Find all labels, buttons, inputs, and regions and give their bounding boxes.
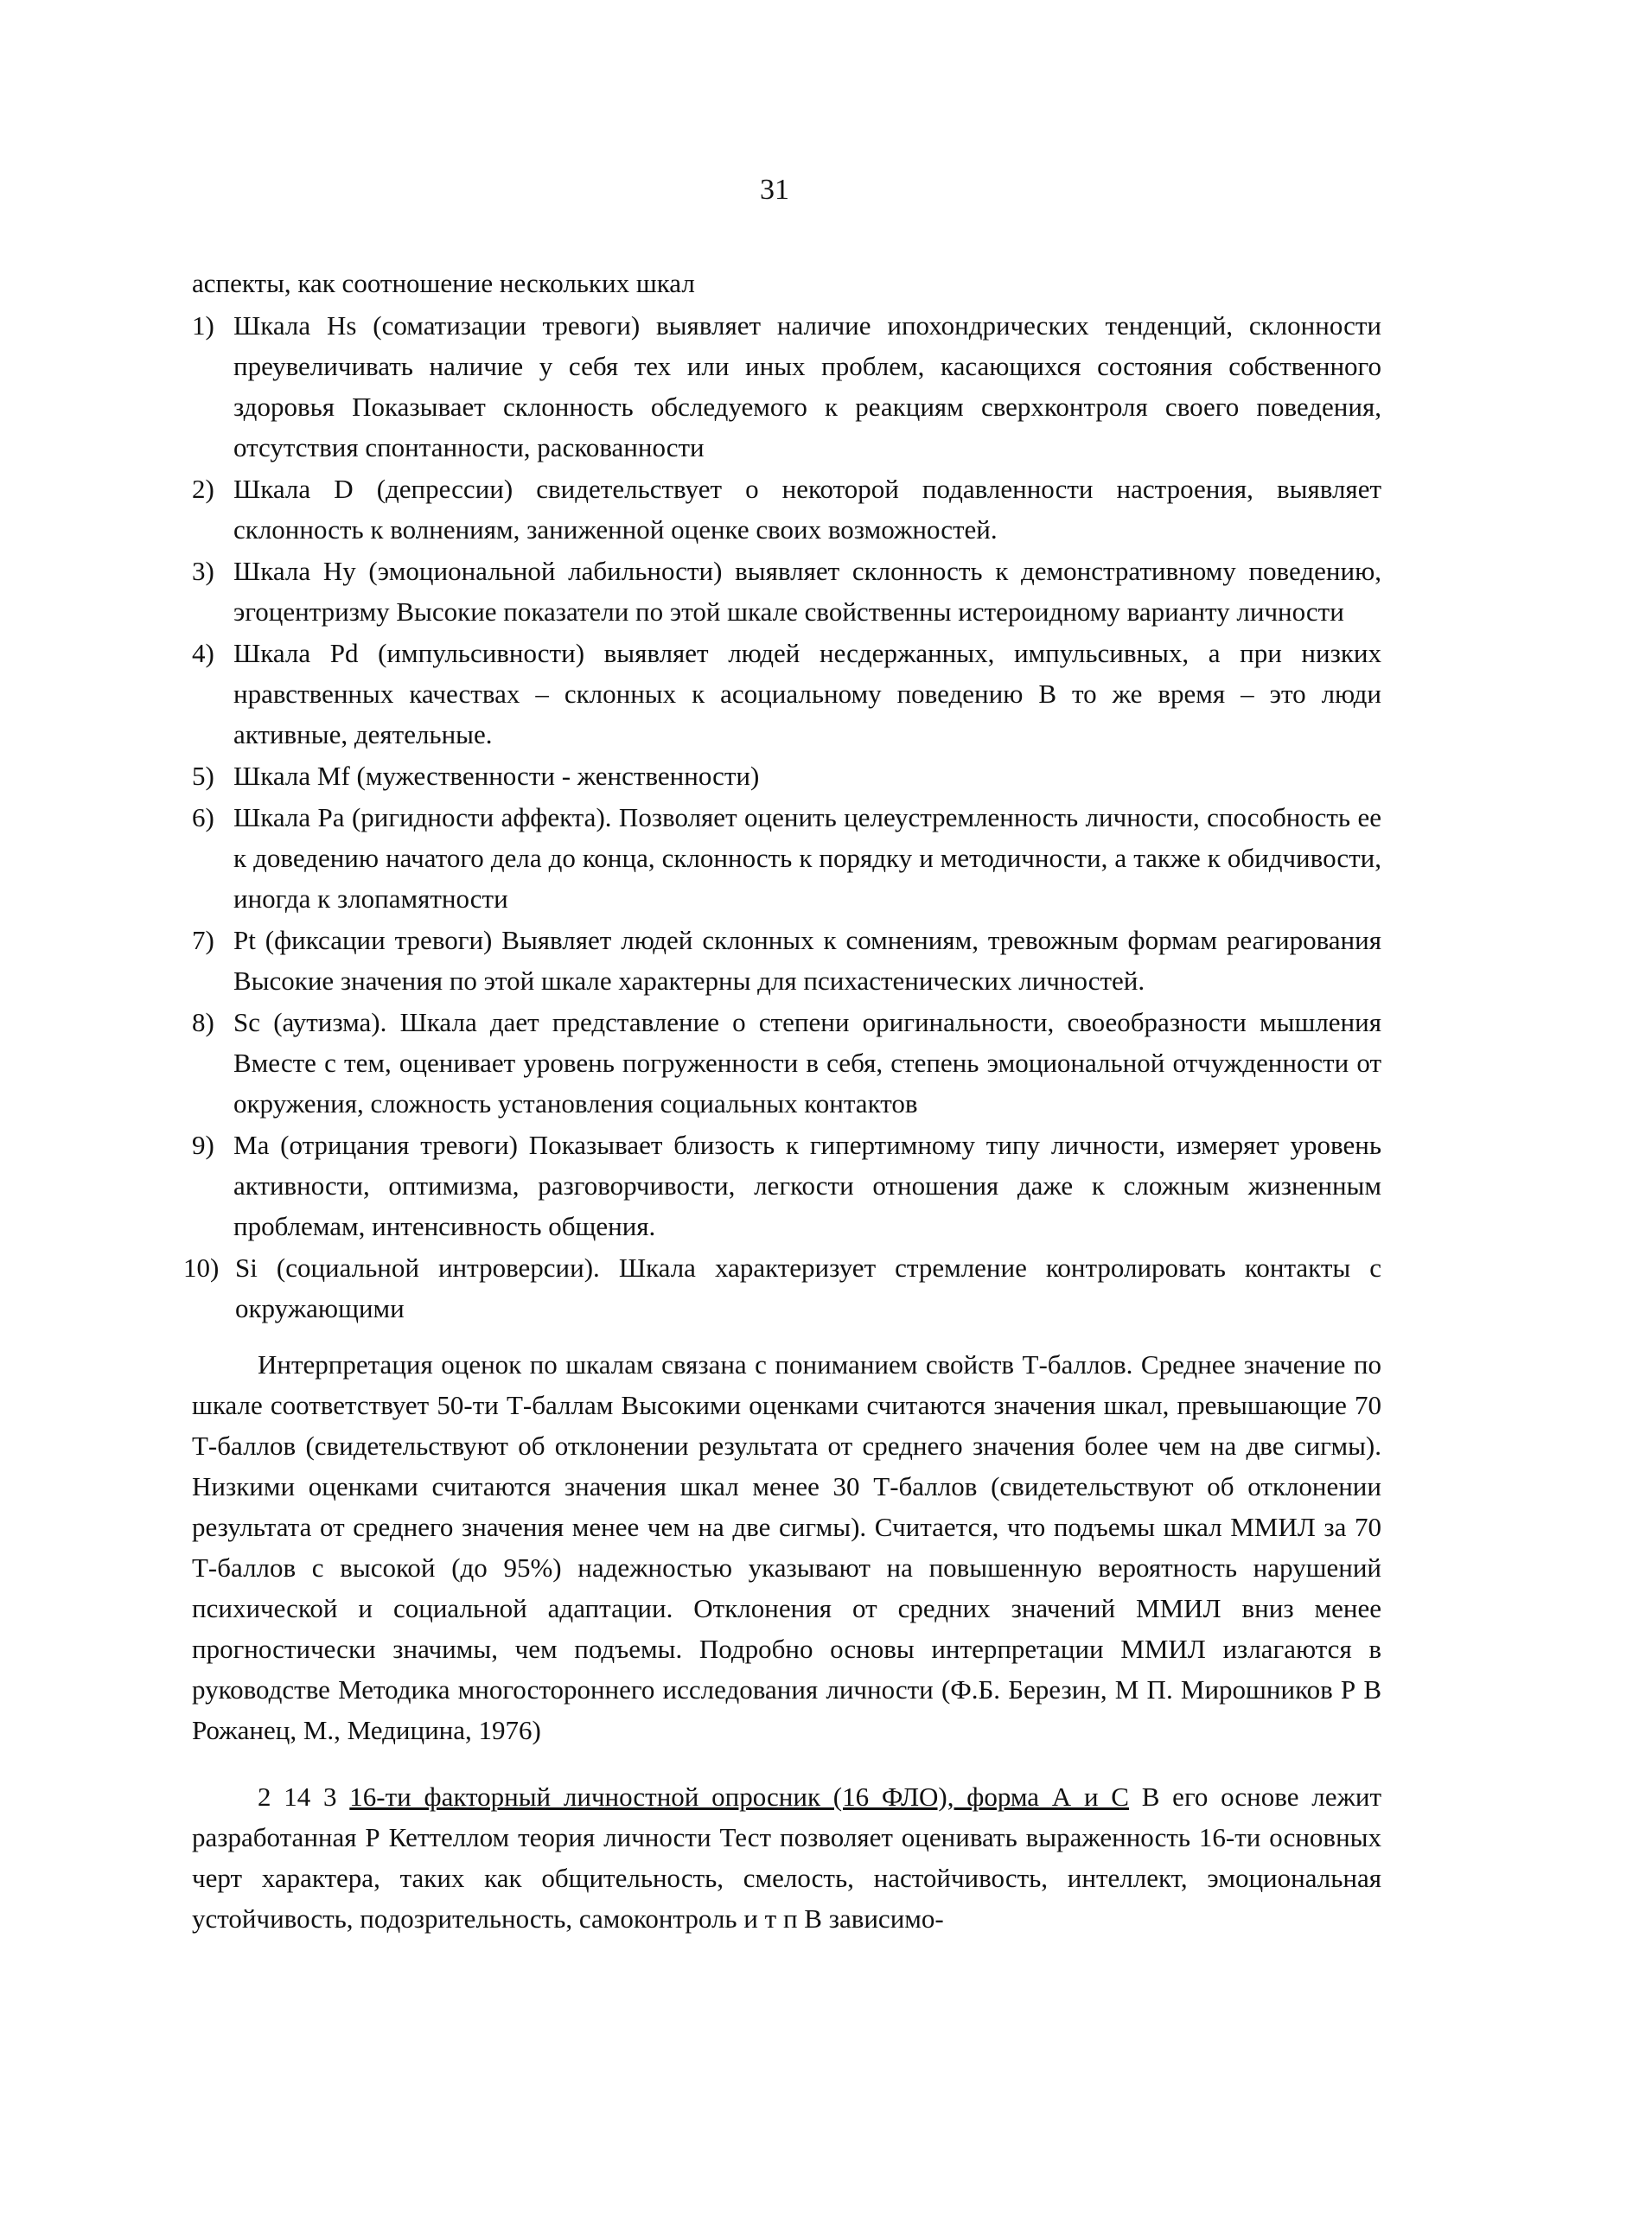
interpretation-paragraph: Интерпретация оценок по шкалам связана с пониманием свойств Т-баллов. Среднее значение по шкале соответствует 50-ти Т-баллам Высокими оценками считаются значения шкал, превышающие 70 Т-баллов (свидетельствуют об отклонении результата от среднего значения более чем на две сигмы). Низкими оценками считаются значения шкал менее 30 Т-баллов (свидетельствуют об отклонении результата от среднего значения менее чем на две сигмы). Считается, что подъемы шкал ММИЛ за 70 Т-баллов с высокой (до 95%) надежностью указывают на повышенную вероятность нарушений психической и социальной адаптации. Отклонения от средних значений ММИЛ вниз менее прогностически значимы, чем подъемы. Подробно основы интерпретации ММИЛ излагаются в руководстве Методика многостороннего исследования личности (Ф.Б. Березин, М П. Мирошников Р В Рожанец, М., Медицина, 1976) xyxy=(192,1349,1381,1745)
list-item-text: Шкала Pa (ригидности аффекта). Позволяет оценить целеустремленность личности, способность ее к доведению начатого дела до конца, склонность к порядку и методичности, а также к обидчивости, иногда к злопамятности xyxy=(233,802,1381,914)
list-item xyxy=(192,633,1381,755)
list-item-text: Шкала Hy (эмоциональной лабильности) выявляет склонность к демонстративному поведению, эгоцентризму Высокие показатели по этой шкале свойственны истероидному варианту личности xyxy=(233,556,1381,627)
list-item-text: Шкала Pd (импульсивности) выявляет людей несдержанных, импульсивных, а при низких нравственных качествах – склонных к асоциальному поведению В то же время – это люди активные, деятельные. xyxy=(233,638,1381,749)
list-item xyxy=(192,469,1381,550)
section-number: 2 14 3 xyxy=(258,1782,337,1812)
section-title: 16-ти факторный личностной опросник (16 ФЛО), форма А и С xyxy=(349,1782,1129,1812)
intro-line: аспекты, как соотношение нескольких шкал xyxy=(192,268,695,298)
page-number: 31 xyxy=(760,174,789,206)
list-item-number: 1) xyxy=(192,310,214,341)
list-item xyxy=(192,1002,1381,1124)
page-content xyxy=(183,263,1382,1939)
list-item-text: Si (социальной интроверсии). Шкала характеризует стремление контролировать контакты с окружающими xyxy=(235,1253,1381,1323)
list-item xyxy=(183,1247,1381,1329)
list-item xyxy=(192,551,1381,632)
list-item xyxy=(192,305,1381,468)
list-item-text: Шкала Hs (соматизации тревоги) выявляет наличие ипохондрических тенденций, склонности преувеличивать наличие у себя тех или иных проблем, касающихся состояния собственного здоровья Показывает склонность обследуемого к реакциям сверхконтроля своего поведения, отсутствия спонтанности, раскованности xyxy=(233,310,1381,462)
list-item xyxy=(192,1125,1381,1246)
list-item xyxy=(192,797,1381,919)
list-item-number: 2) xyxy=(192,474,214,504)
section-text: В его основе лежит разработанная Р Кеттеллом теория личности Тест позволяет оценивать выраженность 16-ти основных черт характера, таких как общительность, смелость, настойчивость, интеллект, эмоциональная устойчивость, подозрительность, самоконтроль и т п В зависимо- xyxy=(192,1782,1382,1934)
list-item-number: 10) xyxy=(183,1253,220,1283)
list-item-text: Ma (отрицания тревоги) Показывает близость к гипертимному типу личности, измеряет уровень активности, оптимизма, разговорчивости, легкости отношения даже к сложным жизненным проблемам, интенсивность общения. xyxy=(233,1130,1381,1241)
list-item-number: 8) xyxy=(192,1007,214,1037)
list-item-text: Шкала D (депрессии) свидетельствует о некоторой подавленности настроения, выявляет склонность к волнениям, заниженной оценке своих возможностей. xyxy=(233,474,1381,545)
list-item-text: Sc (аутизма). Шкала дает представление о степени оригинальности, своеобразности мышления Вместе с тем, оценивает уровень погруженности в себя, степень эмоциональной отчужденности от окружения, сложность установления социальных контактов xyxy=(233,1007,1381,1119)
list-item-text: Pt (фиксации тревоги) Выявляет людей склонных к сомнениям, тревожным формам реагирования Высокие значения по этой шкале характерны для психастенических личностей. xyxy=(233,925,1381,996)
list-item xyxy=(192,755,1381,796)
list-item-number: 6) xyxy=(192,802,214,832)
scale-list xyxy=(183,305,1381,1329)
section-16pf-paragraph xyxy=(192,1776,1381,1939)
list-item-number: 5) xyxy=(192,761,214,791)
list-item-number: 3) xyxy=(192,556,214,586)
list-item-text: Шкала Mf (мужественности - женственности) xyxy=(233,761,760,791)
list-item xyxy=(192,920,1381,1001)
list-item-number: 4) xyxy=(192,638,214,668)
list-item-number: 9) xyxy=(192,1130,214,1160)
list-item-number: 7) xyxy=(192,925,214,955)
